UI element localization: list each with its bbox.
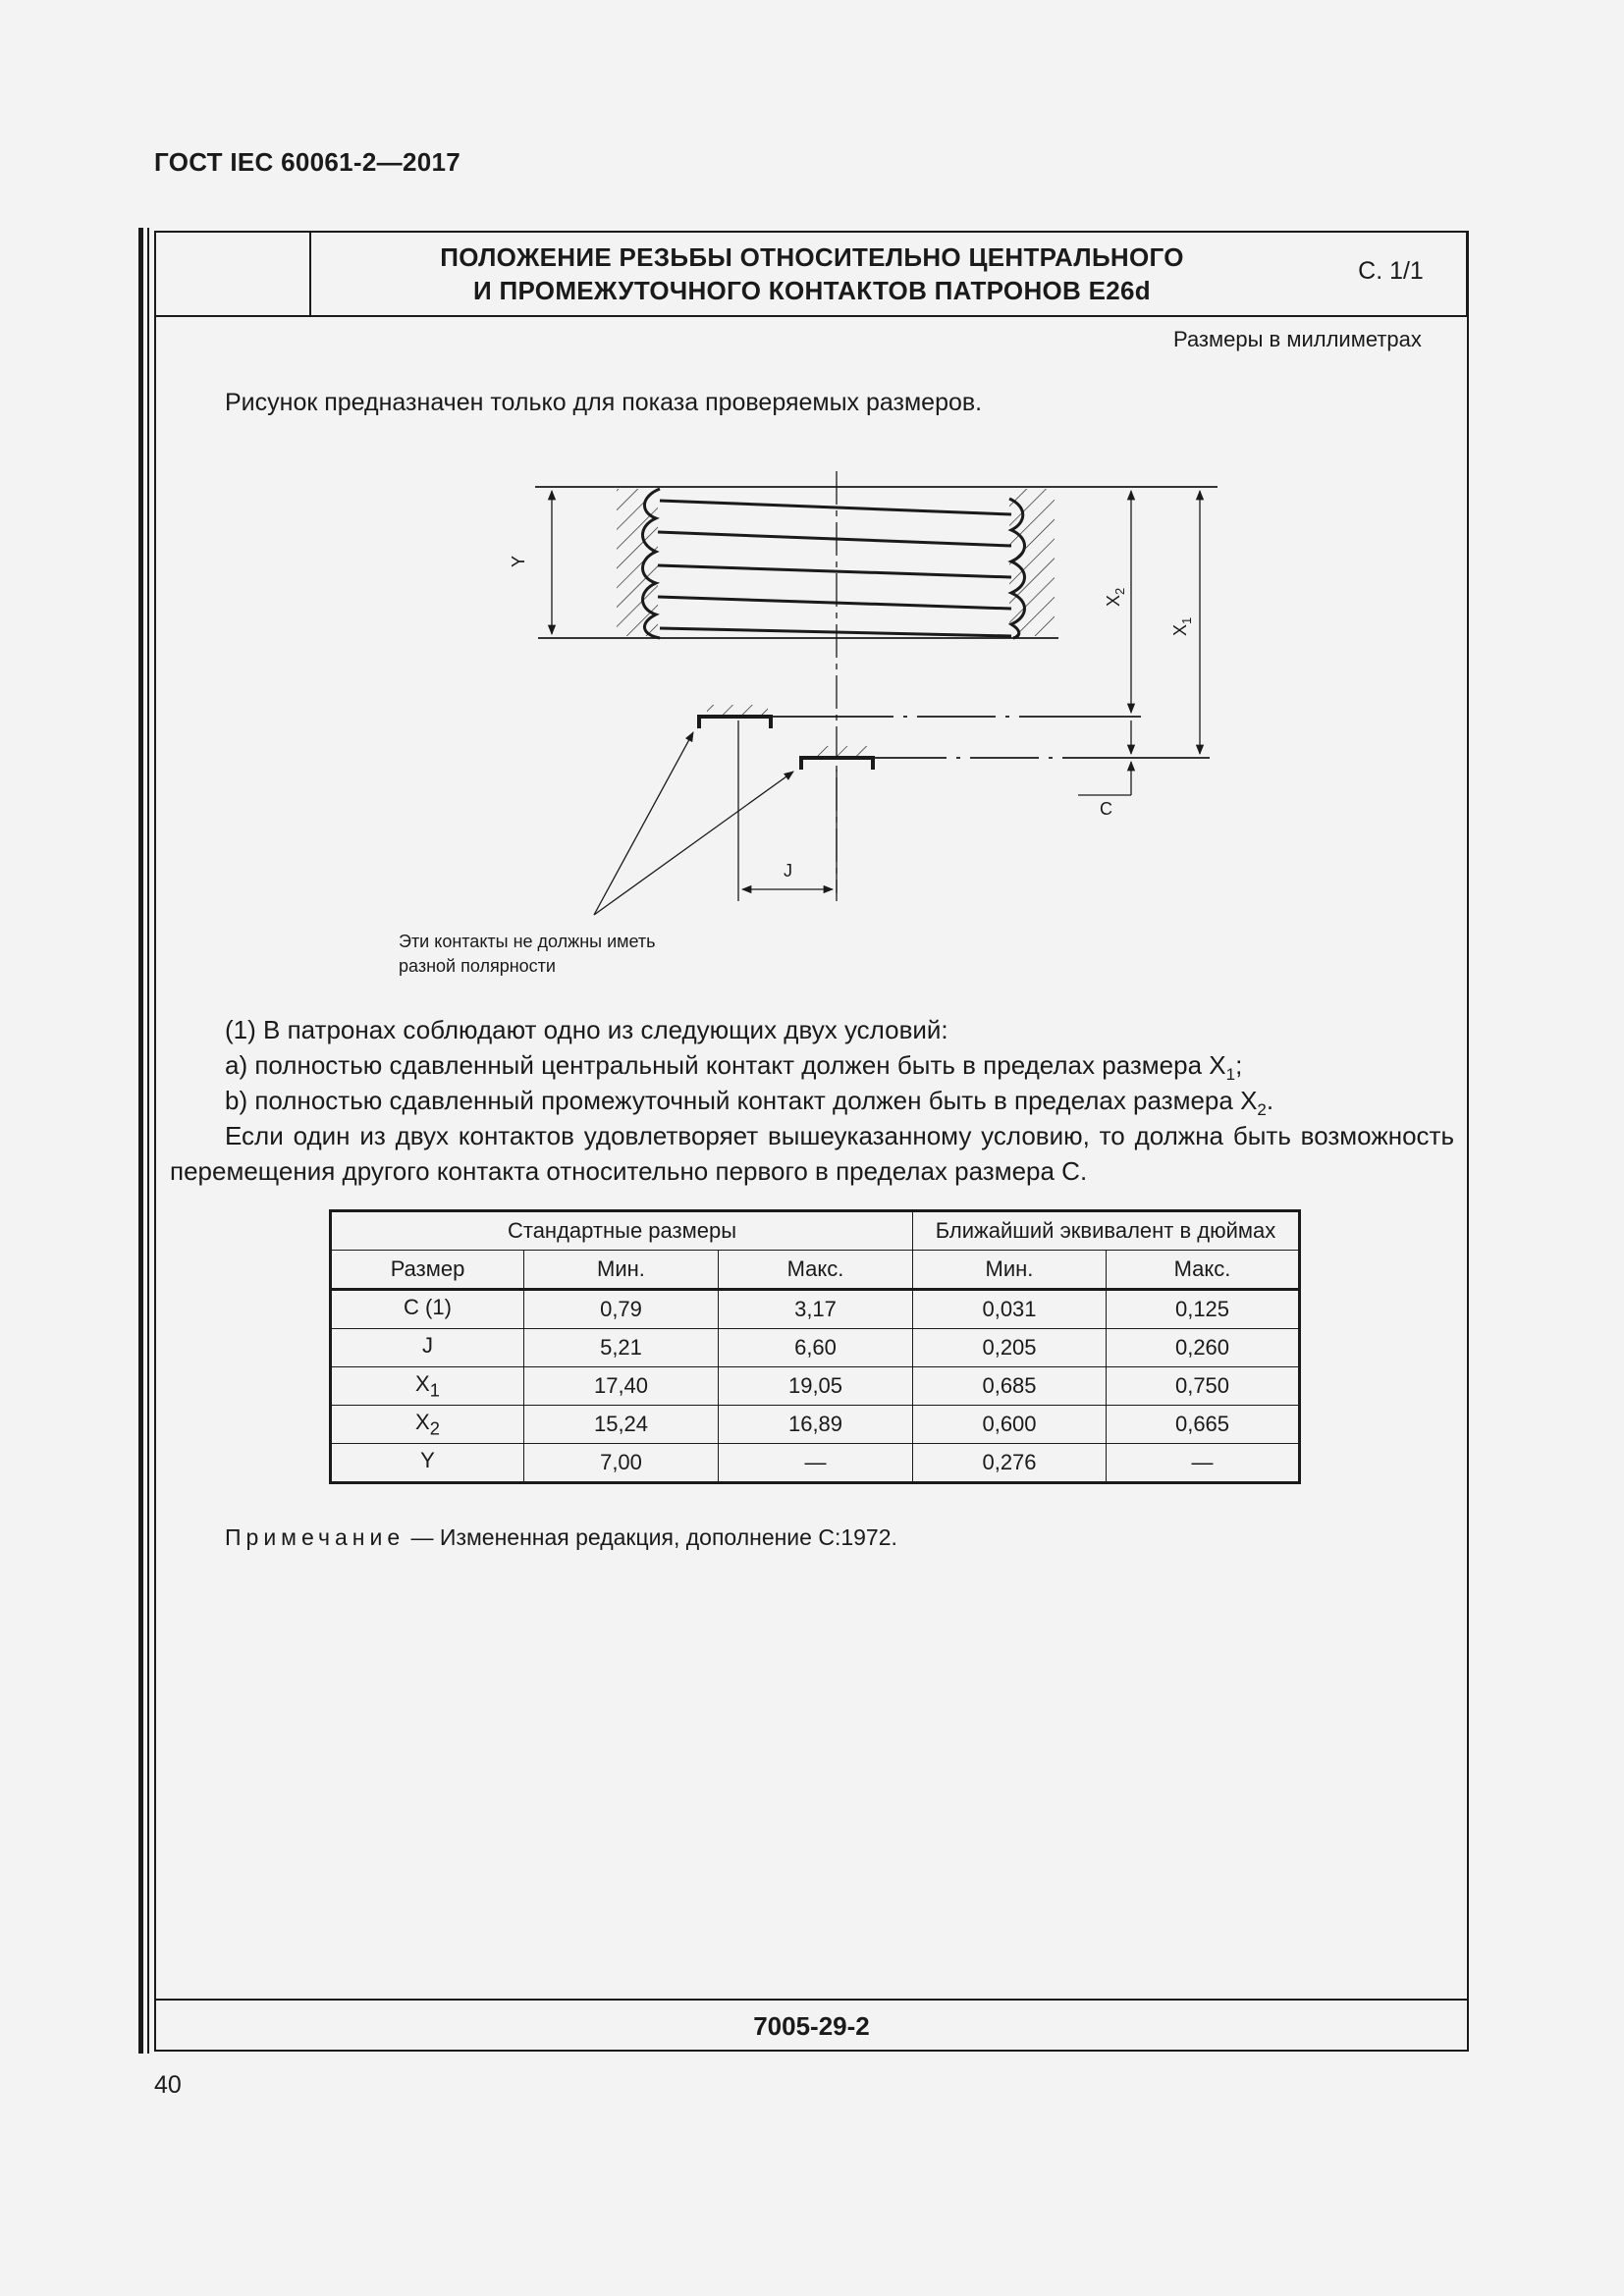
title-line-1: ПОЛОЖЕНИЕ РЕЗЬБЫ ОТНОСИТЕЛЬНО ЦЕНТРАЛЬНОГО xyxy=(440,242,1184,272)
title-empty-cell xyxy=(154,231,311,315)
left-border-thin xyxy=(147,228,149,2054)
sheet-number: С. 1/1 xyxy=(1358,257,1424,285)
label-x1: $X_1$ xyxy=(1170,616,1194,636)
table-row: $X_2$ 15,24 16,89 0,600 0,665 xyxy=(331,1406,1300,1444)
col-max: Макс. xyxy=(719,1251,913,1290)
contacts-caption-line-1: Эти контакты не должны иметь xyxy=(399,932,656,951)
footer-block xyxy=(154,1999,1469,2052)
title-block xyxy=(154,231,1469,317)
technical-drawing xyxy=(393,461,1237,991)
col-min: Мин. xyxy=(524,1251,719,1290)
contacts-caption-line-2: разной полярности xyxy=(399,956,556,976)
header-inch: Ближайший эквивалент в дюймах xyxy=(913,1211,1300,1251)
left-border-thick xyxy=(138,228,143,2054)
document-header: ГОСТ IEC 60061-2—2017 xyxy=(154,147,460,177)
label-c: C xyxy=(1100,799,1112,819)
title-cell xyxy=(311,231,1468,315)
note-label: Примечание xyxy=(225,1524,406,1550)
label-x2: $X_2$ xyxy=(1104,587,1127,607)
table-row: J 5,21 6,60 0,205 0,260 xyxy=(331,1329,1300,1367)
condition-b: b) полностью сдавленный промежуточный контакт должен быть в пределах размера $X_2$. xyxy=(225,1086,1274,1120)
thread-lines xyxy=(658,501,1011,636)
page-number: 40 xyxy=(154,2071,182,2099)
header-standard: Стандартные размеры xyxy=(331,1211,913,1251)
condition-a: a) полностью сдавленный центральный контакт должен быть в пределах размера $X_1$; xyxy=(225,1050,1243,1085)
center-contact xyxy=(699,717,771,728)
table-row: Y 7,00 — 0,276 — xyxy=(331,1444,1300,1483)
conditions-paragraph: Если один из двух контактов удовлетворяет вышеуказанному условию, то должна быть возможность перемещения другого контакта относительно первого в пределах размера C. xyxy=(170,1121,1454,1186)
label-y: Y xyxy=(509,555,528,567)
leader-intermediate xyxy=(594,772,793,915)
intro-text: Рисунок предназначен только для показа проверяемых размеров. xyxy=(225,389,983,416)
title-line-2: И ПРОМЕЖУТОЧНОГО КОНТАКТОВ ПАТРОНОВ E26d xyxy=(473,276,1151,305)
note-text: — Измененная редакция, дополнение C:1972. xyxy=(405,1524,897,1550)
note xyxy=(225,1524,897,1551)
table-row: C (1) 0,79 3,17 0,031 0,125 xyxy=(331,1290,1300,1329)
dimensions-note: Размеры в миллиметрах xyxy=(1173,327,1422,351)
label-j: J xyxy=(784,861,792,881)
sheet-code: 7005-29-2 xyxy=(753,2011,870,2041)
col-max-inch: Макс. xyxy=(1107,1251,1300,1290)
col-size: Размер xyxy=(331,1251,524,1290)
table-row: $X_1$ 17,40 19,05 0,685 0,750 xyxy=(331,1367,1300,1406)
conditions-intro: (1) В патронах соблюдают одно из следующих двух условий: xyxy=(225,1015,948,1044)
leader-center xyxy=(594,732,693,915)
col-min-inch: Мин. xyxy=(913,1251,1107,1290)
dimensions-table xyxy=(329,1209,1301,1484)
